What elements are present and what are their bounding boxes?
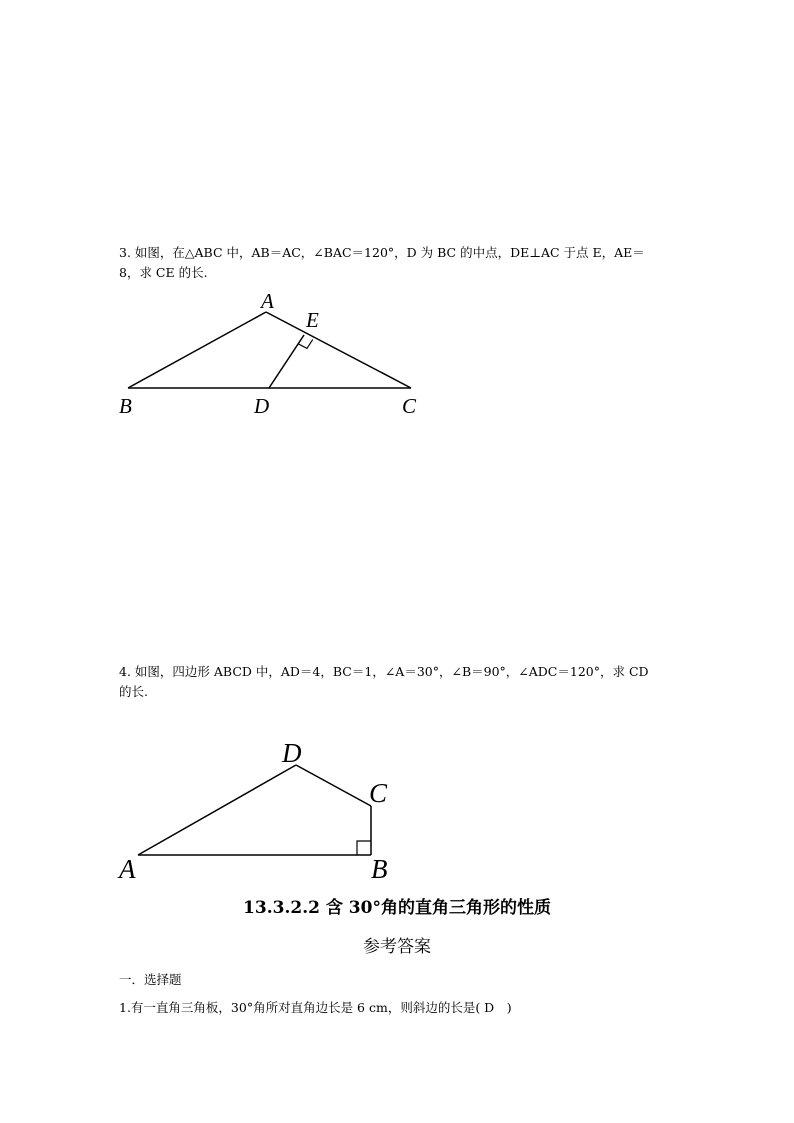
section-label-multiple-choice: 一．选择题 (119, 972, 182, 987)
label-a: A (261, 289, 274, 313)
problem-4-text-line-1: 4. 如图，四边形 ABCD 中，AD＝4，BC＝1，∠A＝30°，∠B＝90°，∠ADC＝120°，求 CD (119, 664, 649, 679)
answer-section-title: 13.3.2.2 含 30°角的直角三角形的性质 (243, 898, 551, 918)
segment-de (269, 335, 304, 388)
label-d: D (282, 738, 302, 768)
problem-4-text-line-2: 的长. (119, 684, 148, 699)
triangle-abc-figure (110, 288, 430, 418)
side-da (138, 765, 296, 855)
label-d: D (254, 394, 270, 418)
side-ac (266, 312, 411, 388)
side-ab (128, 312, 266, 388)
problem-3-text-line-2: 8，求 CE 的长. (119, 265, 208, 280)
label-c: C (402, 394, 417, 418)
answer-section-subtitle: 参考答案 (363, 937, 431, 957)
label-b: B (119, 394, 132, 418)
answer-question-1: 1.有一直角三角板，30°角所对直角边长是 6 cm，则斜边的长是( D ) (119, 1000, 512, 1015)
side-cd (296, 765, 371, 806)
label-c: C (369, 778, 388, 808)
right-angle-mark-b (357, 841, 371, 855)
label-e: E (306, 308, 319, 332)
quadrilateral-abcd-figure (110, 732, 410, 887)
problem-3-text-line-1: 3. 如图，在△ABC 中，AB＝AC，∠BAC＝120°，D 为 BC 的中点，DE⊥AC 于点 E，AE＝ (119, 245, 645, 260)
label-a: A (119, 854, 136, 884)
label-b: B (371, 854, 388, 884)
